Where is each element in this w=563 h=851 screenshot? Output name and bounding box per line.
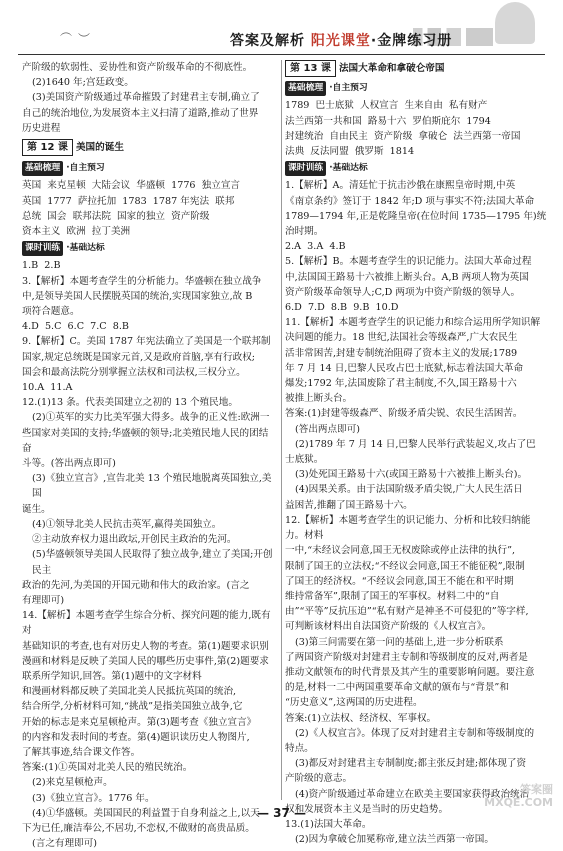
lesson-13-title: 法国大革命和拿破仑帝国 bbox=[338, 63, 445, 74]
right-drill-list bbox=[285, 178, 547, 847]
right-drill-tag-text: ·基础达标 bbox=[329, 163, 368, 174]
left-drill-list bbox=[22, 258, 277, 851]
answer-line: (4)①领导北美人民抗击英军,赢得美国独立。 bbox=[32, 518, 222, 530]
page-number: — 37 — bbox=[256, 806, 307, 820]
text-line: 产阶级的软弱性、妥协性和资产阶级革命的不彻底性。 bbox=[22, 62, 253, 73]
left-basic-tag bbox=[22, 161, 105, 176]
answer-line: 斗等。(答出两点即可) bbox=[22, 458, 116, 470]
left-drill-tag-text: ·基础达标 bbox=[66, 243, 105, 254]
left-drill-tag-box: 课时训练 bbox=[22, 241, 63, 256]
lesson-13-heading bbox=[285, 60, 547, 77]
answer-line: 结合所学,分析材料可知,“挑战”是指美国独立战争,它 bbox=[22, 701, 243, 713]
header-rule bbox=[18, 54, 545, 55]
answer-line: (5)华盛顿领导美国人民取得了独立战争,建立了美国;开创民主 bbox=[32, 549, 273, 576]
text-line: 自己的统治地位,为发展资本主义扫清了道路,推动了世界 bbox=[22, 107, 259, 119]
answer-line: 国会和最高法院分别掌握立法权和司法权,三权分立。 bbox=[22, 366, 246, 378]
header-brand-sun: 阳光课堂 bbox=[310, 33, 371, 49]
answer-line: 的内容和发表时间的考查。第(4)题识读历史人物图片, bbox=[22, 731, 250, 743]
answer-line: (言之有理即可) bbox=[32, 838, 98, 850]
keyword-line: 英国 来克星顿 大陆会议 华盛顿 1776 独立宣言 bbox=[22, 180, 241, 192]
answer-line: (3)都反对封建君主专制制度;都主张反封建;都体现了资 bbox=[295, 758, 527, 770]
answer-line: 诞生。 bbox=[22, 503, 51, 515]
answer-line: 答案:(1)立法权、经济权、军事权。 bbox=[285, 712, 437, 724]
lesson-12-label bbox=[22, 139, 73, 156]
answer-line: 中,法国国王路易十六被推上断头台。A,B 两项人物为英国 bbox=[285, 271, 529, 283]
keyword-line: 总统 国会 联邦法院 国家的独立 资产阶级 bbox=[22, 210, 210, 222]
answer-line: 推动文献领布的时代背景及其产生的重要影响问题。要注意 bbox=[285, 666, 535, 678]
answer-line: (2)来克星顿枪声。 bbox=[32, 777, 113, 789]
right-basic-list bbox=[285, 98, 547, 159]
answer-line: 答案:(1)封建等级森严、阶级矛盾尖锐、农民生活困苦。 bbox=[285, 408, 523, 420]
right-basic-tag-text: ·自主预习 bbox=[329, 83, 368, 94]
right-basic-tag-box: 基础梳理 bbox=[285, 81, 326, 96]
text-line: (3)美国资产阶级通过革命摧毁了封建君主专制,确立了 bbox=[32, 92, 260, 104]
answer-line: (3)处死国王路易十六(或国王路易十六被推上断头台)。 bbox=[295, 469, 528, 481]
answer-line: (3)《独立宣言》,宣告北美 13 个殖民地脱离英国独立,美国 bbox=[32, 473, 272, 500]
keyword-line: 法典 反法同盟 俄罗斯 1814 bbox=[285, 146, 415, 158]
answer-line: 和漫画材料都反映了美国北美人民抵抗英国的统治, bbox=[22, 686, 237, 698]
answer-line: 1.【解析】A。清廷忙于抗击沙俄在康熙皇帝时期,中英 bbox=[285, 180, 516, 192]
answer-line: 1789—1794 年,正是乾隆皇帝(在位时间 1735—1795 年)统 bbox=[285, 210, 547, 222]
lesson-12-heading bbox=[22, 139, 277, 156]
answer-line: 资产阶级革命领导人;C,D 两项为中资产阶级的领导人。 bbox=[285, 286, 521, 298]
answer-line: (2)①英军的实力比美军强大得多。战争的正义性:欧洲一 bbox=[32, 412, 270, 424]
answer-line: 下为已任,廉洁奉公,不居功,不恋权,不做财的高贵品质。 bbox=[22, 822, 255, 834]
answer-line: 12.【解析】本题考查学生的识记能力、分析和比较归纳能力。材料 bbox=[285, 514, 531, 542]
answer-line: (4)因果关系。由于法国阶级矛盾尖锐,广大人民生活日 bbox=[295, 484, 523, 496]
right-drill-tag-box: 课时训练 bbox=[285, 161, 326, 176]
answer-line: 了两国资产阶级对封建君主专制和等级制度的反对,两者是 bbox=[285, 651, 528, 663]
answer-line: 12.(1)13 条。代表美国建立之初的 13 个殖民地。 bbox=[22, 397, 238, 409]
left-basic-list bbox=[22, 178, 277, 239]
answer-line: 决问题的能力。18 世纪,法国社会等级森严,广大农民生 bbox=[285, 332, 518, 344]
answer-line: 治时期。 bbox=[285, 226, 324, 238]
answer-line: (4)资产阶级通过革命建立在欧美主要国家获得政治统治 bbox=[295, 788, 530, 800]
left-drill-tag bbox=[22, 241, 105, 256]
answer-line: 由”“平等”反抗压迫”“私有财产是神圣不可侵犯的”等字样, bbox=[285, 606, 529, 618]
answer-line: 权和发展资本主义是当时的历史趋势。 bbox=[285, 803, 449, 815]
bird-icon: ︵ bbox=[60, 24, 73, 38]
left-column bbox=[22, 60, 277, 851]
answer-line: (2)因为拿破仑加冕称帝,建立法兰西第一帝国。 bbox=[295, 834, 494, 846]
answer-line: 维持常备军”,限制了国王的军事权。材料二中的“自 bbox=[285, 590, 500, 602]
answer-line: (2)1789 年 7 月 14 日,巴黎人民举行武装起义,攻占了巴 bbox=[295, 438, 536, 450]
lesson-12-num: 第 12 课 bbox=[27, 142, 68, 154]
answer-line: 基础知识的考查,也有对历史人物的考查。第(1)题要求识别 bbox=[22, 640, 269, 652]
lesson-13-num: 第 13 课 bbox=[290, 63, 331, 74]
answer-line: 11.【解析】本题考查学生的识记能力和综合运用所学知识解 bbox=[285, 317, 541, 329]
answer-line: (3)第三问需要在第一问的基础上,进一步分析联系 bbox=[295, 636, 504, 648]
answer-line: 产阶级的意志。 bbox=[285, 773, 353, 785]
right-drill-tag bbox=[285, 161, 368, 176]
answer-line: 了国王的经济权。“不经议会同意,国王不能在和平时期 bbox=[285, 575, 514, 587]
answer-line: 可判断该材料出自法国资产阶级的《人权宣言》。 bbox=[285, 621, 492, 633]
answer-line: 特点。 bbox=[285, 742, 314, 754]
answer-line: (2)《人权宣言》。体现了反对封建君主专制和等级制度的 bbox=[295, 727, 535, 739]
answer-line: 9.【解析】C。美国 1787 年宪法确立了美国是一个联邦制 bbox=[22, 336, 271, 348]
keyword-line: 资本主义 欧洲 拉丁美洲 bbox=[22, 226, 131, 238]
lesson-13-label bbox=[285, 60, 336, 77]
answer-line: 有理即可) bbox=[22, 594, 65, 606]
column-divider bbox=[281, 60, 282, 800]
answer-line: 6.D 7.D 8.B 9.B 10.D bbox=[285, 302, 399, 314]
answer-line: 5.【解析】B。本题考查学生的识记能力。法国大革命过程 bbox=[285, 256, 532, 268]
answer-line: 4.D 5.C 6.C 7.C 8.B bbox=[22, 321, 129, 333]
watermark-line2: MXQE.COM bbox=[484, 796, 553, 809]
answer-line: (3)《独立宣言》。1776 年。 bbox=[32, 792, 155, 804]
bird-icon: ︶ bbox=[78, 32, 91, 46]
lesson-12-title: 美国的诞生 bbox=[75, 142, 124, 154]
answer-line: 2.A 3.A 4.B bbox=[285, 241, 346, 253]
answer-line: 爆发;1792 年,法国废除了君主制度,不久,国王路易十六 bbox=[285, 378, 517, 390]
answer-line: 项符合题意。 bbox=[22, 306, 80, 318]
answer-line: ②主动放弃权力退出政坛,开创民主政治的先河。 bbox=[32, 534, 237, 546]
header-left-label: 答案及解析 bbox=[230, 33, 305, 49]
answer-line: (答出两点即可) bbox=[295, 423, 361, 435]
keyword-line: 法兰西第一共和国 路易十六 罗伯斯庇尔 1794 bbox=[285, 115, 491, 127]
answer-line: (4)①华盛顿。美国国民的利益置于自身利益之上,以天 bbox=[32, 807, 260, 819]
text-line: (2)1640 年;宫廷政变。 bbox=[32, 77, 134, 89]
left-basic-tag-box: 基础梳理 bbox=[22, 161, 63, 176]
answer-line: 国家,规定总统既是国家元首,又是政府首脑,享有行政权; bbox=[22, 351, 256, 363]
keyword-line: 1789 巴士底狱 人权宣言 生来自由 私有财产 bbox=[285, 100, 488, 112]
answer-line: 士底狱。 bbox=[285, 454, 324, 466]
watermark-line1: 答案圈 bbox=[520, 783, 553, 796]
answer-line: 漫画和材料是反映了美国人民的哪些历史事件,第(2)题要求 bbox=[22, 655, 269, 667]
answer-line: “历史意义”,这两国的历史进程。 bbox=[285, 697, 423, 709]
keyword-line: 英国 1777 萨拉托加 1783 1787 年宪法 联邦 bbox=[22, 195, 235, 207]
answer-line: 《南京条约》签订于 1842 年;D 项与事实不符;法国大革命 bbox=[285, 195, 535, 207]
left-top-block bbox=[22, 60, 277, 136]
answer-line: 限制了国王的立法权;“不经议会同意,国王不能征税”,限制 bbox=[285, 560, 525, 572]
answer-line: 开始的标志是来克星顿枪声。第(3)题考查《独立宣言》 bbox=[22, 716, 257, 728]
keyword-line: 封建统治 自由民主 资产阶级 拿破仑 法兰西第一帝国 bbox=[285, 130, 521, 142]
text-line: 历史进程 bbox=[22, 122, 61, 134]
tree-decoration bbox=[495, 2, 535, 44]
answer-line: 政治的先河,为美国的开国元勋和伟大的政治家。(言之 bbox=[22, 579, 250, 591]
watermark bbox=[433, 783, 553, 823]
right-column bbox=[285, 60, 547, 847]
answer-line: 的是,材料一二中两国重要革命文献的颁布与“背景”和 bbox=[285, 682, 509, 694]
header-title bbox=[230, 30, 452, 50]
answer-line: 13.(1)法国大革命。 bbox=[285, 818, 372, 830]
answer-line: 年 7 月 14 日,巴黎人民攻占巴士底狱,标志着法国大革命 bbox=[285, 362, 524, 374]
answer-line: 3.【解析】本题考查学生的分析能力。华盛顿在独立战争 bbox=[22, 275, 262, 287]
answer-line: 些国家对美国的支持;华盛顿的领导;北美殖民地人民的团结奋 bbox=[22, 427, 269, 454]
answer-line: 被推上断头台。 bbox=[285, 393, 353, 405]
left-basic-tag-text: ·自主预习 bbox=[66, 163, 105, 174]
answer-line: 1.B 2.B bbox=[22, 260, 61, 272]
answer-line: 一中,“未经议会同意,国王无权废除或停止法律的执行”, bbox=[285, 545, 516, 557]
page-header bbox=[0, 0, 563, 56]
answer-line: 中,是领导美国人民摆脱英国的统治,实现国家独立,故 B bbox=[22, 290, 253, 302]
answer-line: 益困苦,推翻了国王路易十六。 bbox=[285, 499, 413, 511]
right-basic-tag bbox=[285, 81, 368, 96]
answer-line: 答案:(1)①英国对北美人民的殖民统治。 bbox=[22, 762, 193, 774]
answer-line: 14.【解析】本题考查学生综合分析、探究问题的能力,既有对 bbox=[22, 610, 271, 637]
header-brand-rest: ·金牌练习册 bbox=[370, 33, 453, 49]
answer-line: 10.A 11.A bbox=[22, 382, 73, 394]
answer-line: 联系所学知识,回答。第(1)题中的文字材料 bbox=[22, 670, 202, 682]
answer-line: 了解其事迹,结合课文作答。 bbox=[22, 746, 141, 758]
answer-line: 活非常困苦,封建专制统治阻碍了资本主义的发展;1789 bbox=[285, 347, 518, 359]
